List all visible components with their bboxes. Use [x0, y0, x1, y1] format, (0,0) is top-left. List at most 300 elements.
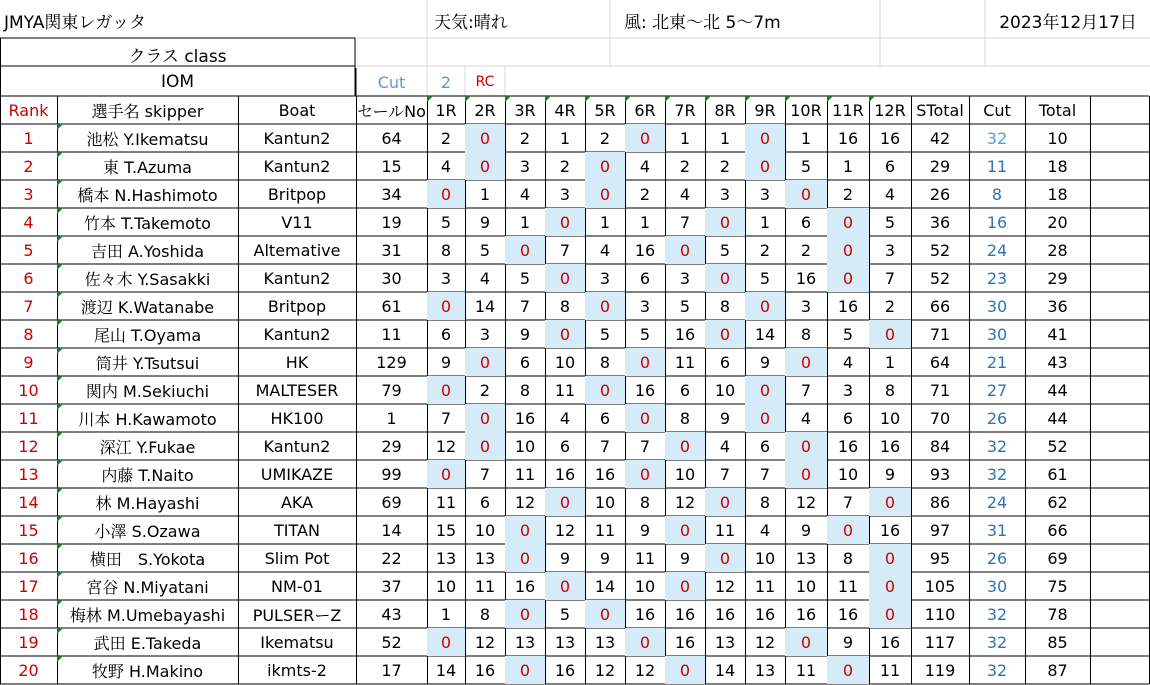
boat-cell[interactable]: HK100 [270, 408, 324, 428]
race-score-cell[interactable]: 2 [559, 156, 571, 176]
race-score-cell[interactable]: 4 [519, 184, 531, 204]
sail-no-cell[interactable]: 15 [381, 156, 402, 176]
race-score-cell[interactable]: 0 [545, 572, 585, 600]
boat-cell[interactable]: Kantun2 [263, 268, 331, 288]
race-score-cell[interactable]: 11 [474, 576, 496, 596]
boat-cell[interactable]: AKA [280, 492, 314, 512]
cut-cell[interactable]: 16 [986, 212, 1008, 232]
race-score-cell[interactable]: 16 [879, 632, 901, 652]
boat-cell[interactable]: V11 [281, 212, 313, 232]
boat-cell[interactable]: Ikematsu [260, 632, 334, 652]
stotal-cell[interactable]: 93 [929, 464, 951, 484]
race-score-cell[interactable]: 9 [639, 520, 651, 540]
total-cell[interactable]: 85 [1047, 632, 1068, 652]
race-score-cell[interactable]: 3 [559, 184, 571, 204]
race-score-cell[interactable]: 2 [440, 128, 452, 148]
sail-no-cell[interactable]: 69 [381, 492, 402, 512]
race-score-cell[interactable]: 12 [714, 576, 736, 596]
race-score-cell[interactable]: 7 [519, 296, 531, 316]
race-score-cell[interactable]: 16 [879, 520, 901, 540]
race-score-cell[interactable]: 16 [837, 296, 859, 316]
race-score-cell[interactable]: 13 [714, 632, 736, 652]
race-score-cell[interactable]: 9 [719, 408, 731, 428]
race-score-cell[interactable]: 6 [479, 492, 491, 512]
race-score-cell[interactable]: 11 [714, 520, 736, 540]
total-cell[interactable]: 61 [1047, 464, 1068, 484]
cut-cell[interactable]: 23 [986, 268, 1008, 288]
skipper-cell[interactable]: 池松 Y.Ikematsu [57, 124, 238, 152]
race-score-cell[interactable]: 7 [800, 380, 812, 400]
race-score-cell[interactable]: 0 [585, 152, 625, 180]
race-score-cell[interactable]: 3 [884, 240, 896, 260]
race-score-cell[interactable]: 0 [585, 376, 625, 404]
race-score-cell[interactable]: 0 [785, 180, 827, 208]
race-score-cell[interactable]: 10 [514, 436, 536, 456]
race-score-cell[interactable]: 12 [514, 492, 536, 512]
race-score-cell[interactable]: 16 [554, 660, 576, 680]
cut-cell[interactable]: 32 [986, 464, 1008, 484]
race-score-cell[interactable]: 2 [800, 240, 812, 260]
race-score-cell[interactable]: 4 [639, 156, 651, 176]
race-score-cell[interactable]: 1 [639, 212, 651, 232]
race-score-cell[interactable]: 16 [674, 632, 696, 652]
sail-no-cell[interactable]: 61 [381, 296, 402, 316]
race-score-cell[interactable]: 12 [674, 492, 696, 512]
race-score-cell[interactable]: 5 [800, 156, 812, 176]
rank-cell[interactable]: 18 [18, 604, 39, 624]
race-score-cell[interactable]: 6 [559, 436, 571, 456]
race-score-cell[interactable]: 1 [719, 128, 731, 148]
skipper-cell[interactable]: 東 T.Azuma [57, 152, 238, 180]
race-score-cell[interactable]: 0 [427, 180, 465, 208]
skipper-cell[interactable]: 川本 H.Kawamoto [57, 404, 238, 432]
race-score-cell[interactable]: 0 [745, 124, 785, 152]
race-score-cell[interactable]: 0 [465, 152, 505, 180]
stotal-cell[interactable]: 29 [929, 156, 951, 176]
cut-cell[interactable]: 26 [986, 548, 1008, 568]
race-score-cell[interactable]: 9 [599, 548, 611, 568]
race-score-cell[interactable]: 16 [634, 380, 656, 400]
race-score-cell[interactable]: 5 [599, 324, 611, 344]
race-score-cell[interactable]: 14 [435, 660, 457, 680]
rank-cell[interactable]: 4 [23, 212, 34, 232]
stotal-cell[interactable]: 117 [924, 632, 956, 652]
boat-cell[interactable]: Altemative [253, 240, 341, 260]
race-score-cell[interactable]: 12 [634, 660, 656, 680]
total-cell[interactable]: 66 [1047, 520, 1068, 540]
total-cell[interactable]: 18 [1047, 184, 1068, 204]
total-cell[interactable]: 10 [1047, 128, 1068, 148]
race-score-cell[interactable]: 7 [884, 268, 896, 288]
race-score-cell[interactable]: 13 [474, 548, 496, 568]
race-score-cell[interactable]: 7 [842, 492, 854, 512]
race-score-cell[interactable]: 0 [785, 348, 827, 376]
race-score-cell[interactable]: 13 [594, 632, 616, 652]
race-score-cell[interactable]: 0 [465, 404, 505, 432]
race-score-cell[interactable]: 0 [585, 600, 625, 628]
skipper-cell[interactable]: 佐々木 Y.Sasakki [57, 264, 238, 292]
race-score-cell[interactable]: 16 [554, 464, 576, 484]
race-score-cell[interactable]: 0 [665, 432, 705, 460]
boat-cell[interactable]: PULSERーZ [252, 605, 342, 625]
rank-cell[interactable]: 11 [18, 408, 39, 428]
total-cell[interactable]: 62 [1047, 492, 1068, 512]
race-score-cell[interactable]: 5 [440, 212, 452, 232]
race-score-cell[interactable]: 5 [639, 324, 651, 344]
race-score-cell[interactable]: 0 [427, 292, 465, 320]
race-score-cell[interactable]: 3 [679, 268, 691, 288]
race-score-cell[interactable]: 0 [625, 404, 665, 432]
race-score-cell[interactable]: 0 [505, 544, 545, 572]
total-cell[interactable]: 43 [1047, 352, 1068, 372]
race-score-cell[interactable]: 3 [599, 268, 611, 288]
race-score-cell[interactable]: 0 [827, 264, 869, 292]
race-score-cell[interactable]: 5 [719, 240, 731, 260]
race-score-cell[interactable]: 4 [679, 184, 691, 204]
race-score-cell[interactable]: 2 [479, 380, 491, 400]
race-score-cell[interactable]: 0 [745, 376, 785, 404]
race-score-cell[interactable]: 10 [474, 520, 496, 540]
race-score-cell[interactable]: 0 [827, 208, 869, 236]
rank-cell[interactable]: 7 [23, 296, 34, 316]
race-score-cell[interactable]: 13 [795, 548, 817, 568]
race-score-cell[interactable]: 0 [625, 124, 665, 152]
skipper-cell[interactable]: 尾山 T.Oyama [57, 320, 238, 348]
stotal-cell[interactable]: 105 [924, 576, 956, 596]
stotal-cell[interactable]: 42 [929, 128, 951, 148]
total-cell[interactable]: 18 [1047, 156, 1068, 176]
race-score-cell[interactable]: 0 [745, 292, 785, 320]
race-score-cell[interactable]: 8 [440, 240, 452, 260]
stotal-cell[interactable]: 110 [924, 604, 956, 624]
race-score-cell[interactable]: 0 [505, 600, 545, 628]
skipper-cell[interactable]: 橋本 N.Hashimoto [57, 180, 238, 208]
race-score-cell[interactable]: 16 [514, 576, 536, 596]
skipper-cell[interactable]: 竹本 T.Takemoto [57, 208, 238, 236]
stotal-cell[interactable]: 36 [929, 212, 951, 232]
rank-cell[interactable]: 17 [18, 576, 39, 596]
sail-no-cell[interactable]: 17 [381, 660, 402, 680]
total-cell[interactable]: 75 [1047, 576, 1068, 596]
stotal-cell[interactable]: 95 [929, 548, 951, 568]
race-score-cell[interactable]: 6 [759, 436, 771, 456]
boat-cell[interactable]: Kantun2 [263, 436, 331, 456]
race-score-cell[interactable]: 7 [639, 436, 651, 456]
race-score-cell[interactable]: 11 [754, 576, 776, 596]
race-score-cell[interactable]: 6 [519, 352, 531, 372]
skipper-cell[interactable]: 小澤 S.Ozawa [57, 516, 238, 544]
race-score-cell[interactable]: 11 [634, 548, 656, 568]
race-score-cell[interactable]: 8 [639, 492, 651, 512]
race-score-cell[interactable]: 4 [884, 184, 896, 204]
race-score-cell[interactable]: 0 [869, 320, 911, 348]
race-score-cell[interactable]: 8 [759, 492, 771, 512]
race-score-cell[interactable]: 12 [594, 660, 616, 680]
sail-no-cell[interactable]: 129 [376, 352, 407, 372]
boat-cell[interactable]: Slim Pot [264, 548, 330, 568]
total-cell[interactable]: 36 [1047, 296, 1068, 316]
race-score-cell[interactable]: 16 [837, 128, 859, 148]
race-score-cell[interactable]: 10 [594, 492, 616, 512]
skipper-cell[interactable]: 武田 E.Takeda [57, 628, 238, 656]
race-score-cell[interactable]: 4 [759, 520, 771, 540]
race-score-cell[interactable]: 4 [479, 268, 491, 288]
cut-cell[interactable]: 31 [986, 520, 1008, 540]
boat-cell[interactable]: UMIKAZE [260, 464, 334, 484]
race-score-cell[interactable]: 3 [800, 296, 812, 316]
race-score-cell[interactable]: 10 [435, 576, 457, 596]
race-score-cell[interactable]: 0 [665, 236, 705, 264]
rank-cell[interactable]: 2 [23, 156, 34, 176]
boat-cell[interactable]: Britpop [267, 296, 327, 316]
race-score-cell[interactable]: 0 [545, 208, 585, 236]
race-score-cell[interactable]: 4 [559, 408, 571, 428]
race-score-cell[interactable]: 16 [514, 408, 536, 428]
race-score-cell[interactable]: 3 [479, 324, 491, 344]
skipper-cell[interactable]: 内藤 T.Naito [57, 460, 238, 488]
stotal-cell[interactable]: 119 [924, 660, 956, 680]
race-score-cell[interactable]: 0 [785, 432, 827, 460]
rank-cell[interactable]: 19 [18, 632, 39, 652]
race-score-cell[interactable]: 2 [679, 156, 691, 176]
cut-cell[interactable]: 32 [986, 660, 1008, 680]
race-score-cell[interactable]: 16 [795, 604, 817, 624]
race-score-cell[interactable]: 0 [665, 516, 705, 544]
race-score-cell[interactable]: 9 [759, 352, 771, 372]
race-score-cell[interactable]: 12 [474, 632, 496, 652]
boat-cell[interactable]: Kantun2 [263, 324, 331, 344]
boat-cell[interactable]: HK [285, 352, 309, 372]
skipper-cell[interactable]: 渡辺 K.Watanabe [57, 292, 238, 320]
race-score-cell[interactable]: 5 [519, 268, 531, 288]
race-score-cell[interactable]: 0 [427, 376, 465, 404]
race-score-cell[interactable]: 10 [754, 548, 776, 568]
race-score-cell[interactable]: 11 [837, 576, 859, 596]
race-score-cell[interactable]: 0 [427, 460, 465, 488]
total-cell[interactable]: 87 [1047, 660, 1068, 680]
race-score-cell[interactable]: 0 [665, 572, 705, 600]
sail-no-cell[interactable]: 14 [381, 520, 402, 540]
cut-cell[interactable]: 21 [986, 352, 1008, 372]
race-score-cell[interactable]: 9 [800, 520, 812, 540]
race-score-cell[interactable]: 0 [665, 656, 705, 684]
race-score-cell[interactable]: 0 [745, 404, 785, 432]
race-score-cell[interactable]: 8 [479, 604, 491, 624]
cut-cell[interactable]: 24 [986, 492, 1008, 512]
rank-cell[interactable]: 20 [18, 660, 39, 680]
race-score-cell[interactable]: 0 [465, 432, 505, 460]
race-score-cell[interactable]: 2 [639, 184, 651, 204]
total-cell[interactable]: 44 [1047, 380, 1068, 400]
race-score-cell[interactable]: 11 [594, 520, 616, 540]
race-score-cell[interactable]: 1 [440, 604, 452, 624]
race-score-cell[interactable]: 0 [505, 236, 545, 264]
race-score-cell[interactable]: 0 [545, 488, 585, 516]
race-score-cell[interactable]: 6 [884, 156, 896, 176]
race-score-cell[interactable]: 0 [869, 488, 911, 516]
race-score-cell[interactable]: 7 [759, 464, 771, 484]
race-score-cell[interactable]: 0 [625, 348, 665, 376]
race-score-cell[interactable]: 11 [879, 660, 901, 680]
race-score-cell[interactable]: 6 [842, 408, 854, 428]
stotal-cell[interactable]: 52 [929, 240, 951, 260]
sail-no-cell[interactable]: 29 [381, 436, 402, 456]
race-score-cell[interactable]: 11 [795, 660, 817, 680]
race-score-cell[interactable]: 0 [505, 656, 545, 684]
sail-no-cell[interactable]: 34 [381, 184, 402, 204]
rank-cell[interactable]: 12 [18, 436, 39, 456]
race-score-cell[interactable]: 2 [842, 184, 854, 204]
race-score-cell[interactable]: 4 [719, 436, 731, 456]
race-score-cell[interactable]: 3 [759, 184, 771, 204]
rank-cell[interactable]: 5 [23, 240, 34, 260]
race-score-cell[interactable]: 0 [869, 572, 911, 600]
race-score-cell[interactable]: 7 [479, 464, 491, 484]
rank-cell[interactable]: 10 [18, 380, 39, 400]
race-score-cell[interactable]: 5 [842, 324, 854, 344]
boat-cell[interactable]: ikmts-2 [267, 660, 327, 680]
race-score-cell[interactable]: 11 [674, 352, 696, 372]
race-score-cell[interactable]: 3 [842, 380, 854, 400]
race-score-cell[interactable]: 9 [679, 548, 691, 568]
race-score-cell[interactable]: 0 [827, 236, 869, 264]
skipper-cell[interactable]: 横田 S.Yokota [57, 544, 238, 572]
race-score-cell[interactable]: 0 [545, 320, 585, 348]
rank-cell[interactable]: 3 [23, 184, 34, 204]
cut-cell[interactable]: 26 [986, 408, 1008, 428]
race-score-cell[interactable]: 7 [599, 436, 611, 456]
race-score-cell[interactable]: 6 [800, 212, 812, 232]
cut-cell[interactable]: 8 [991, 184, 1003, 204]
skipper-cell[interactable]: 梅林 M.Umebayashi [57, 600, 238, 628]
race-score-cell[interactable]: 8 [519, 380, 531, 400]
race-score-cell[interactable]: 16 [634, 604, 656, 624]
race-score-cell[interactable]: 0 [705, 488, 745, 516]
race-score-cell[interactable]: 8 [842, 548, 854, 568]
race-score-cell[interactable]: 7 [440, 408, 452, 428]
skipper-cell[interactable]: 林 M.Hayashi [57, 488, 238, 516]
race-score-cell[interactable]: 6 [639, 268, 651, 288]
race-score-cell[interactable]: 12 [435, 436, 457, 456]
cut-cell[interactable]: 27 [986, 380, 1008, 400]
race-score-cell[interactable]: 16 [674, 324, 696, 344]
race-score-cell[interactable]: 11 [435, 492, 457, 512]
rank-cell[interactable]: 1 [23, 128, 34, 148]
total-cell[interactable]: 20 [1047, 212, 1068, 232]
race-score-cell[interactable]: 0 [625, 628, 665, 656]
race-score-cell[interactable]: 6 [679, 380, 691, 400]
stotal-cell[interactable]: 97 [929, 520, 951, 540]
cut-cell[interactable]: 30 [986, 324, 1008, 344]
race-score-cell[interactable]: 12 [554, 520, 576, 540]
skipper-cell[interactable]: 牧野 H.Makino [57, 656, 238, 684]
total-cell[interactable]: 52 [1047, 436, 1068, 456]
sail-no-cell[interactable]: 37 [381, 576, 402, 596]
race-score-cell[interactable]: 5 [559, 604, 571, 624]
cut-cell[interactable]: 32 [986, 604, 1008, 624]
race-score-cell[interactable]: 0 [745, 152, 785, 180]
race-score-cell[interactable]: 2 [719, 156, 731, 176]
race-score-cell[interactable]: 1 [759, 212, 771, 232]
race-score-cell[interactable]: 8 [884, 380, 896, 400]
race-score-cell[interactable]: 10 [634, 576, 656, 596]
total-cell[interactable]: 41 [1047, 324, 1068, 344]
race-score-cell[interactable]: 1 [842, 156, 854, 176]
race-score-cell[interactable]: 13 [754, 660, 776, 680]
race-score-cell[interactable]: 0 [827, 656, 869, 684]
race-score-cell[interactable]: 9 [559, 548, 571, 568]
race-score-cell[interactable]: 14 [754, 324, 776, 344]
cut-cell[interactable]: 24 [986, 240, 1008, 260]
total-cell[interactable]: 44 [1047, 408, 1068, 428]
rank-cell[interactable]: 15 [18, 520, 39, 540]
race-score-cell[interactable]: 2 [884, 296, 896, 316]
race-score-cell[interactable]: 2 [599, 128, 611, 148]
race-score-cell[interactable]: 14 [474, 296, 496, 316]
race-score-cell[interactable]: 16 [474, 660, 496, 680]
cut-cell[interactable]: 30 [986, 576, 1008, 596]
race-score-cell[interactable]: 2 [519, 128, 531, 148]
stotal-cell[interactable]: 70 [929, 408, 951, 428]
race-score-cell[interactable]: 6 [599, 408, 611, 428]
race-score-cell[interactable]: 13 [435, 548, 457, 568]
race-score-cell[interactable]: 9 [440, 352, 452, 372]
race-score-cell[interactable]: 13 [514, 632, 536, 652]
sail-no-cell[interactable]: 99 [381, 464, 402, 484]
boat-cell[interactable]: Kantun2 [263, 156, 331, 176]
sail-no-cell[interactable]: 52 [381, 632, 402, 652]
boat-cell[interactable]: NM-01 [271, 576, 323, 596]
stotal-cell[interactable]: 84 [929, 436, 951, 456]
race-score-cell[interactable]: 3 [440, 268, 452, 288]
cut-cell[interactable]: 32 [986, 436, 1008, 456]
race-score-cell[interactable]: 2 [759, 240, 771, 260]
sail-no-cell[interactable]: 22 [381, 548, 402, 568]
total-cell[interactable]: 29 [1047, 268, 1068, 288]
skipper-cell[interactable]: 宮谷 N.Miyatani [57, 572, 238, 600]
race-score-cell[interactable]: 8 [679, 408, 691, 428]
race-score-cell[interactable]: 10 [795, 576, 817, 596]
rank-cell[interactable]: 9 [23, 352, 34, 372]
race-score-cell[interactable]: 5 [884, 212, 896, 232]
race-score-cell[interactable]: 16 [674, 604, 696, 624]
race-score-cell[interactable]: 1 [559, 128, 571, 148]
race-score-cell[interactable]: 0 [705, 320, 745, 348]
race-score-cell[interactable]: 16 [634, 240, 656, 260]
stotal-cell[interactable]: 26 [929, 184, 951, 204]
race-score-cell[interactable]: 0 [465, 348, 505, 376]
boat-cell[interactable]: Britpop [267, 184, 327, 204]
race-score-cell[interactable]: 0 [705, 208, 745, 236]
race-score-cell[interactable]: 16 [837, 604, 859, 624]
race-score-cell[interactable]: 16 [795, 268, 817, 288]
race-score-cell[interactable]: 10 [674, 464, 696, 484]
cut-cell[interactable]: 32 [986, 632, 1008, 652]
cut-cell[interactable]: 11 [986, 156, 1008, 176]
race-score-cell[interactable]: 0 [785, 628, 827, 656]
stotal-cell[interactable]: 64 [929, 352, 951, 372]
race-score-cell[interactable]: 0 [585, 292, 625, 320]
race-score-cell[interactable]: 1 [519, 212, 531, 232]
race-score-cell[interactable]: 0 [465, 124, 505, 152]
stotal-cell[interactable]: 71 [929, 380, 951, 400]
race-score-cell[interactable]: 9 [479, 212, 491, 232]
race-score-cell[interactable]: 0 [827, 516, 869, 544]
skipper-cell[interactable]: 吉田 A.Yoshida [57, 236, 238, 264]
race-score-cell[interactable]: 10 [714, 380, 736, 400]
boat-cell[interactable]: MALTESER [255, 380, 339, 400]
race-score-cell[interactable]: 11 [554, 380, 576, 400]
